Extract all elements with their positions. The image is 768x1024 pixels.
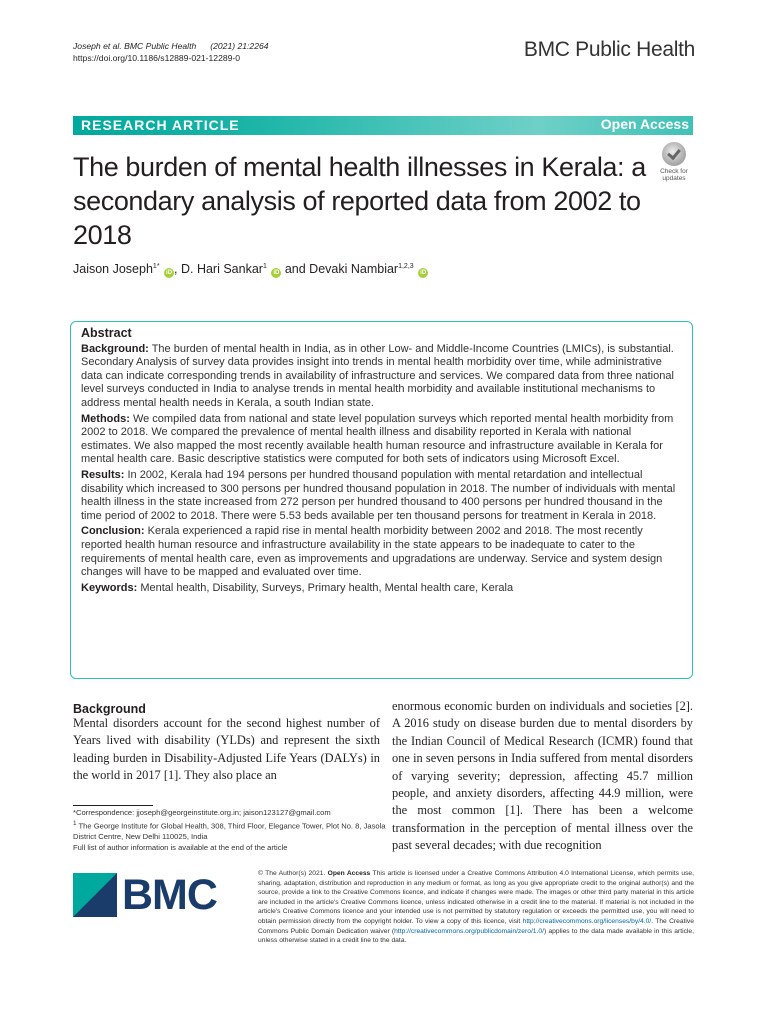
citation-year-volume: (2021) 21:2264 xyxy=(210,41,269,51)
journal-name: BMC Public Health xyxy=(523,38,695,61)
correspondence-email[interactable]: *Correspondence: jjoseph@georgeinstitute.org.in; jaison123127@gmail.com xyxy=(73,808,331,817)
body-text-left: Mental disorders account for the second highest number of Years lived with disability (YLDs) and represent the sixth leading burden in Disability-Adjusted Life Years (DALYs) in the world in 2017 [1]. They also place an xyxy=(73,716,380,783)
orcid-icon[interactable]: iD xyxy=(420,270,427,276)
bmc-logo-mark-icon xyxy=(73,873,117,917)
abstract-methods: Methods: We compiled data from national and state level population surveys which reported mental health morbidity from 2002 to 2018. We compared the prevalence of mental health illness and disability reported in Kerala with national estimates. We also mapped the most recently available health human resource and infrastructure available in Kerala for mental health care. Basic descriptive statistics were computed for both sets of indicators using Microsoft Excel. xyxy=(81,412,674,466)
author-name[interactable]: Devaki Nambiar xyxy=(309,262,399,276)
bmc-logo-wordmark: BMC xyxy=(122,871,217,919)
citation-line xyxy=(73,40,269,52)
check-for-updates-label: Check for updates xyxy=(660,168,688,182)
abstract-background: Background: The burden of mental health in India, as in other Low- and Middle-Income Countries (LMICs), is substantial. Secondary Analysis of survey data provides insight into trends in mental health morbidity over time, while administrative data can indicate corresponding trends in availability of infrastructure and services. We compared data from three national level surveys conducted in India to analyse trends in mental health morbidity and available institutional mechanisms to address mental health needs in Kerala, a south Indian state. xyxy=(81,342,674,409)
orcid-icon[interactable]: iD xyxy=(273,270,280,276)
check-for-updates-button[interactable] xyxy=(655,142,693,182)
abstract-results: Results: In 2002, Kerala had 194 persons per hundred thousand population with mental retardation and intellectual disability which increased to 300 persons per hundred thousand population in 2018. The number of individuals with mental health illness in the state increased from 272 person per hundred thousand to 400 persons per hundred thousand in the time period of 2002 to 2018. There were 5.53 beds available per ten thousand persons for treatment in Kerala in 2018. xyxy=(81,468,676,522)
doi-link[interactable]: https://doi.org/10.1186/s12889-021-12289-0 xyxy=(73,53,241,63)
abstract-heading: Abstract xyxy=(81,326,132,340)
cc-by-license-link[interactable]: http://creativecommons.org/licenses/by/4.0/ xyxy=(522,917,652,925)
bmc-logo xyxy=(73,873,223,917)
abstract-box xyxy=(70,321,693,679)
open-access-label: Open Access xyxy=(600,116,689,132)
check-for-updates-icon xyxy=(662,142,686,166)
correspondence-footnote xyxy=(73,802,393,854)
author-list: Jaison Joseph$^{1*}$ iD , D. Hari Sankar$^1$ iD and Devaki Nambiar$^{1,2,3}$ iD xyxy=(73,262,427,276)
abstract-conclusion: Conclusion: Kerala experienced a rapid rise in mental health morbidity between 2002 and 2018. The most recently reported health human resource and infrastructure availability in the state appears to be inadequate to cater to the requirements of mental health care, even as improvements and upgradations are underway. Service and system design changes will have to be mapped and evaluated over time. xyxy=(81,525,663,579)
author-affiliation-sup: 1 xyxy=(262,263,267,270)
article-type-banner xyxy=(73,116,693,135)
author-name[interactable]: Jaison Joseph xyxy=(73,262,153,276)
footnote-divider xyxy=(73,805,153,806)
cc-zero-waiver-link[interactable]: http://creativecommons.org/publicdomain/zero/1.0/ xyxy=(394,927,544,935)
citation-header xyxy=(73,40,269,64)
article-type-label: RESEARCH ARTICLE xyxy=(81,117,240,133)
abstract-keywords: Keywords: Mental health, Disability, Surveys, Primary health, Mental health care, Kerala xyxy=(81,581,514,594)
open-access-bold: Open Access xyxy=(327,870,371,877)
citation-authors: Joseph et al. BMC Public Health xyxy=(73,41,197,51)
author-affiliation-sup: 1,2,3 xyxy=(398,263,414,270)
author-affiliation-sup: 1* xyxy=(152,263,160,270)
author-name[interactable]: D. Hari Sankar xyxy=(180,262,263,276)
section-heading-background: Background xyxy=(73,702,146,716)
license-statement: © The Author(s) 2021. Open Access This article is licensed under a Creative Commons Attribution 4.0 International License, which permits use, sharing, adaptation, distribution and reproduction in any medium or format, as long as you give appropriate credit to the original author(s) and the source, provide a link to the Creative Commons licence, and indicate if changes were made. The images or other third party material in this article are included in the article's Creative Commons licence, unless indicated otherwise in a credit line to the material. If material is not included in the article's Creative Commons licence and your intended use is not permitted by statutory regulation or exceeds the permitted use, you will need to obtain permission directly from the copyright holder. To view a copy of this licence, visit http://creativecommons.org/licenses/by/4.0/. The Creative Commons Public Domain Dedication waiver (http://creativecommons.org/publicdomain/zero/1.0/) applies to the data made available in this article, unless otherwise stated in a credit line to the data. xyxy=(258,870,695,945)
article-title: The burden of mental health illnesses in Kerala: a secondary analysis of reported data from 2002 to 2018 xyxy=(73,152,646,250)
affiliation-note: $^1$ The George Institute for Global Health, 308, Third Floor, Elegance Tower, Plot No. 8, Jasola District Centre, New Delhi 110025, India xyxy=(73,819,386,842)
orcid-icon[interactable]: iD xyxy=(166,270,173,276)
author-info-note: Full list of author information is available at the end of the article xyxy=(73,842,288,852)
body-text-right: enormous economic burden on individuals and societies [2]. A 2016 study on disease burden due to mental disorders by the Indian Council of Medical Research (ICMR) found that one in seven persons in India suffered from mental disorders of varying severity; depression, affecting 45.7 million people, and anxiety disorders, affecting 44.9 million, were the most common [1]. There has been a welcome transformation in the perception of mental illness over the past several decades; with due recognition xyxy=(392,699,693,853)
